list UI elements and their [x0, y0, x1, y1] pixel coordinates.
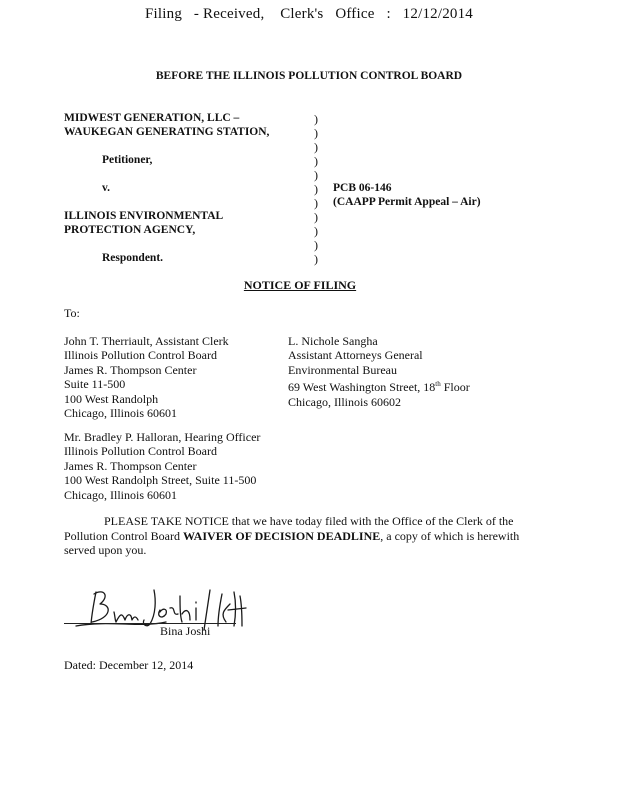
caption-paren: ) [314, 126, 318, 140]
filing-header [0, 6, 618, 23]
header-filing: Filing [144, 6, 183, 22]
attorney-street-suffix: Floor [440, 380, 470, 395]
caption-paren: ) [314, 112, 318, 126]
attorney-city: Chicago, Illinois 60602 [288, 394, 401, 409]
caption-paren: ) [314, 238, 318, 252]
attorney-street [288, 377, 470, 394]
case-number: PCB 06-146 [333, 182, 392, 194]
header-received: - Received, [193, 6, 265, 22]
hearing-officer-address [64, 430, 260, 502]
board-title: BEFORE THE ILLINOIS POLLUTION CONTROL BOARD [155, 70, 463, 82]
attorney-title: Assistant Attorneys General [288, 348, 423, 363]
petitioner-line-1: MIDWEST GENERATION, LLC – [64, 112, 240, 124]
to-label: To: [64, 306, 80, 320]
clerk-line: James R. Thompson Center [64, 362, 197, 377]
respondent-role: Respondent. [102, 252, 164, 264]
versus: v. [102, 182, 110, 194]
attorney-street-sup: th [435, 380, 441, 389]
clerk-line: Suite 11-500 [64, 377, 126, 392]
hearing-officer-line: 100 West Randolph Street, Suite 11-500 [64, 473, 257, 488]
respondent-line-1: ILLINOIS ENVIRONMENTAL [64, 210, 224, 222]
clerk-line: John T. Therriault, Assistant Clerk [64, 334, 229, 348]
caption-paren: ) [314, 210, 318, 224]
caption-paren: ) [314, 154, 318, 168]
notice-body [64, 514, 534, 558]
attorney-address [288, 334, 470, 409]
clerk-line: Illinois Pollution Control Board [64, 348, 218, 363]
caption-paren: ) [314, 182, 318, 196]
attorney-bureau: Environmental Bureau [288, 362, 397, 377]
clerk-line: 100 West Randolph [64, 391, 159, 406]
clerk-line: Chicago, Illinois 60601 [64, 406, 177, 421]
header-date: 12/12/2014 [402, 6, 474, 22]
caption-paren: ) [314, 252, 318, 266]
signatory-name: Bina Joshi [160, 624, 211, 638]
respondent-line-2: PROTECTION AGENCY, [64, 224, 196, 236]
attorney-name: L. Nichole Sangha [288, 334, 378, 348]
header-clerks: Clerk's [280, 6, 324, 22]
caption-paren: ) [314, 140, 318, 154]
notice-body-part-1: PLEASE TAKE NOTICE that we have today filed with the Office of the Clerk of the Pollution Control Board [64, 514, 514, 543]
hearing-officer-line: Chicago, Illinois 60601 [64, 487, 177, 502]
clerk-address [64, 334, 229, 420]
header-office: Office [335, 6, 375, 22]
caption-paren: ) [314, 196, 318, 210]
hearing-officer-line: James R. Thompson Center [64, 458, 197, 473]
header-sep: : [386, 6, 391, 22]
dated-line: Dated: December 12, 2014 [64, 658, 194, 672]
document-title-emphasis: WAIVER OF DECISION DEADLINE [183, 528, 381, 543]
petitioner-line-2: WAUKEGAN GENERATING STATION, [64, 126, 270, 138]
notice-body-part-2: , a copy of which is herewith served upon you. [64, 528, 520, 558]
caption-paren: ) [314, 168, 318, 182]
hearing-officer-line: Illinois Pollution Control Board [64, 444, 218, 459]
petitioner-role: Petitioner, [102, 154, 153, 166]
notice-title: NOTICE OF FILING [243, 278, 357, 292]
caption-paren: ) [314, 224, 318, 238]
case-type: (CAAPP Permit Appeal – Air) [333, 196, 481, 208]
attorney-street-prefix: 69 West Washington Street, 18 [288, 380, 436, 395]
hearing-officer-line: Mr. Bradley P. Halloran, Hearing Officer [64, 430, 261, 444]
